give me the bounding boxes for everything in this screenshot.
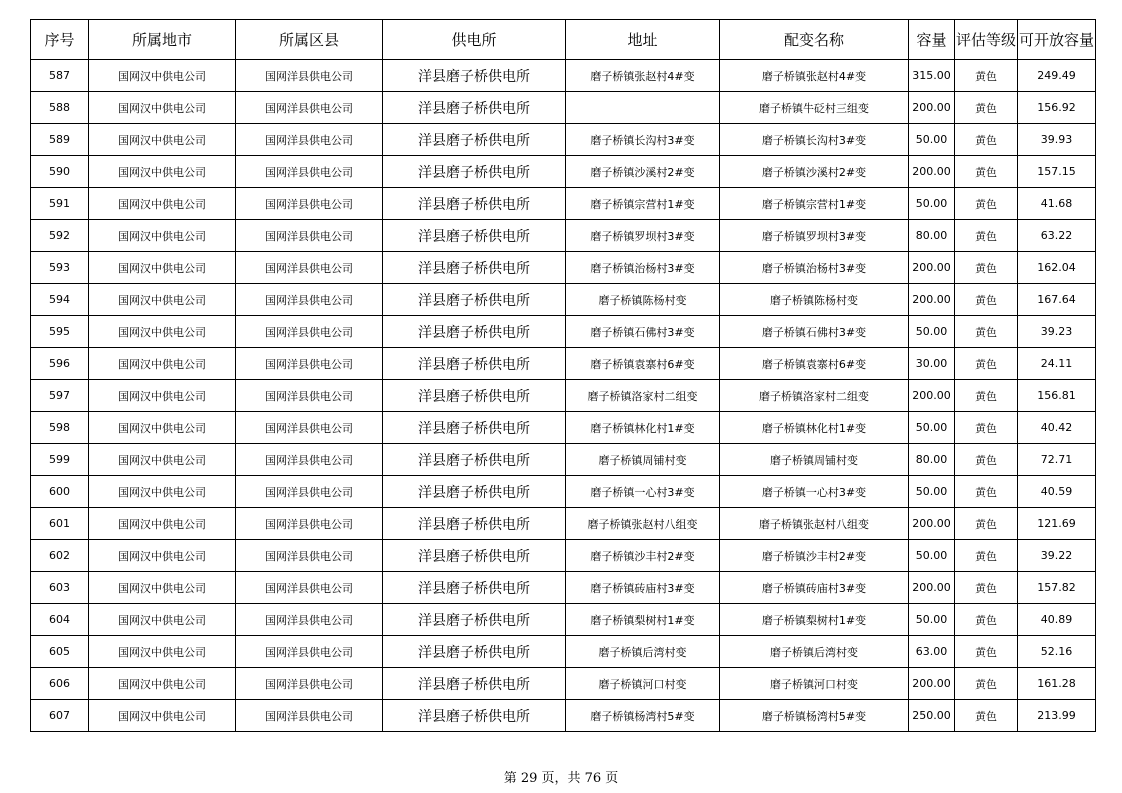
cell-rating: 黄色 (955, 668, 1018, 700)
cell-county: 国网洋县供电公司 (236, 444, 383, 476)
cell-city: 国网汉中供电公司 (89, 316, 236, 348)
cell-capacity: 200.00 (909, 252, 955, 284)
cell-rating: 黄色 (955, 700, 1018, 732)
cell-seq: 587 (31, 60, 89, 92)
cell-seq: 595 (31, 316, 89, 348)
header-transformer-name: 配变名称 (720, 20, 909, 60)
cell-county: 国网洋县供电公司 (236, 380, 383, 412)
cell-rating: 黄色 (955, 156, 1018, 188)
cell-capacity: 63.00 (909, 636, 955, 668)
table-row (31, 60, 1096, 92)
cell-capacity: 200.00 (909, 156, 955, 188)
cell-transformer-name: 磨子桥镇治杨村3#变 (720, 252, 909, 284)
header-capacity: 容量 (909, 20, 955, 60)
cell-transformer-name: 磨子桥镇宗营村1#变 (720, 188, 909, 220)
cell-county: 国网洋县供电公司 (236, 124, 383, 156)
cell-open-capacity: 121.69 (1018, 508, 1096, 540)
cell-rating: 黄色 (955, 444, 1018, 476)
cell-address: 磨子桥镇张赵村4#变 (566, 60, 720, 92)
cell-county: 国网洋县供电公司 (236, 284, 383, 316)
cell-station: 洋县磨子桥供电所 (383, 412, 566, 444)
table-row (31, 156, 1096, 188)
cell-county: 国网洋县供电公司 (236, 316, 383, 348)
cell-capacity: 80.00 (909, 444, 955, 476)
cell-open-capacity: 249.49 (1018, 60, 1096, 92)
cell-city: 国网汉中供电公司 (89, 60, 236, 92)
header-station: 供电所 (383, 20, 566, 60)
cell-city: 国网汉中供电公司 (89, 348, 236, 380)
cell-address: 磨子桥镇一心村3#变 (566, 476, 720, 508)
cell-city: 国网汉中供电公司 (89, 92, 236, 124)
cell-capacity: 200.00 (909, 284, 955, 316)
data-table (30, 19, 1096, 732)
cell-transformer-name: 磨子桥镇罗坝村3#变 (720, 220, 909, 252)
cell-rating: 黄色 (955, 252, 1018, 284)
cell-rating: 黄色 (955, 284, 1018, 316)
cell-transformer-name: 磨子桥镇杨湾村5#变 (720, 700, 909, 732)
cell-seq: 590 (31, 156, 89, 188)
header-seq: 序号 (31, 20, 89, 60)
cell-capacity: 315.00 (909, 60, 955, 92)
cell-city: 国网汉中供电公司 (89, 156, 236, 188)
cell-capacity: 50.00 (909, 540, 955, 572)
cell-transformer-name: 磨子桥镇袁寨村6#变 (720, 348, 909, 380)
cell-station: 洋县磨子桥供电所 (383, 220, 566, 252)
cell-seq: 597 (31, 380, 89, 412)
cell-seq: 600 (31, 476, 89, 508)
cell-transformer-name: 磨子桥镇张赵村八组变 (720, 508, 909, 540)
cell-rating: 黄色 (955, 412, 1018, 444)
cell-station: 洋县磨子桥供电所 (383, 444, 566, 476)
table-row (31, 220, 1096, 252)
cell-address: 磨子桥镇沙溪村2#变 (566, 156, 720, 188)
cell-address: 磨子桥镇治杨村3#变 (566, 252, 720, 284)
cell-station: 洋县磨子桥供电所 (383, 572, 566, 604)
cell-open-capacity: 63.22 (1018, 220, 1096, 252)
cell-rating: 黄色 (955, 92, 1018, 124)
table-row (31, 444, 1096, 476)
cell-open-capacity: 39.93 (1018, 124, 1096, 156)
cell-county: 国网洋县供电公司 (236, 252, 383, 284)
cell-transformer-name: 磨子桥镇一心村3#变 (720, 476, 909, 508)
cell-county: 国网洋县供电公司 (236, 348, 383, 380)
cell-open-capacity: 39.23 (1018, 316, 1096, 348)
table-row (31, 92, 1096, 124)
cell-capacity: 50.00 (909, 188, 955, 220)
table-row (31, 636, 1096, 668)
cell-address: 磨子桥镇梨树村1#变 (566, 604, 720, 636)
cell-capacity: 50.00 (909, 476, 955, 508)
cell-station: 洋县磨子桥供电所 (383, 124, 566, 156)
cell-county: 国网洋县供电公司 (236, 604, 383, 636)
cell-capacity: 50.00 (909, 316, 955, 348)
table-row (31, 700, 1096, 732)
cell-open-capacity: 162.04 (1018, 252, 1096, 284)
cell-station: 洋县磨子桥供电所 (383, 92, 566, 124)
cell-open-capacity: 39.22 (1018, 540, 1096, 572)
cell-seq: 603 (31, 572, 89, 604)
cell-rating: 黄色 (955, 540, 1018, 572)
cell-station: 洋县磨子桥供电所 (383, 348, 566, 380)
cell-rating: 黄色 (955, 316, 1018, 348)
cell-rating: 黄色 (955, 348, 1018, 380)
cell-county: 国网洋县供电公司 (236, 156, 383, 188)
cell-rating: 黄色 (955, 572, 1018, 604)
cell-open-capacity: 157.15 (1018, 156, 1096, 188)
cell-seq: 599 (31, 444, 89, 476)
cell-address: 磨子桥镇沙丰村2#变 (566, 540, 720, 572)
table-row (31, 476, 1096, 508)
cell-city: 国网汉中供电公司 (89, 188, 236, 220)
header-rating: 评估等级 (955, 20, 1018, 60)
cell-station: 洋县磨子桥供电所 (383, 508, 566, 540)
cell-address: 磨子桥镇杨湾村5#变 (566, 700, 720, 732)
page-number: 第 29 页，共 76 页 (503, 771, 619, 786)
cell-capacity: 200.00 (909, 572, 955, 604)
cell-county: 国网洋县供电公司 (236, 636, 383, 668)
cell-transformer-name: 磨子桥镇张赵村4#变 (720, 60, 909, 92)
cell-rating: 黄色 (955, 124, 1018, 156)
table-row (31, 572, 1096, 604)
cell-open-capacity: 156.92 (1018, 92, 1096, 124)
cell-address: 磨子桥镇石佛村3#变 (566, 316, 720, 348)
cell-capacity: 30.00 (909, 348, 955, 380)
table-row (31, 412, 1096, 444)
cell-address: 磨子桥镇罗坝村3#变 (566, 220, 720, 252)
cell-transformer-name: 磨子桥镇梨树村1#变 (720, 604, 909, 636)
cell-address: 磨子桥镇长沟村3#变 (566, 124, 720, 156)
cell-address: 磨子桥镇袁寨村6#变 (566, 348, 720, 380)
cell-city: 国网汉中供电公司 (89, 700, 236, 732)
cell-seq: 602 (31, 540, 89, 572)
cell-station: 洋县磨子桥供电所 (383, 60, 566, 92)
cell-station: 洋县磨子桥供电所 (383, 636, 566, 668)
cell-city: 国网汉中供电公司 (89, 412, 236, 444)
cell-city: 国网汉中供电公司 (89, 284, 236, 316)
cell-seq: 598 (31, 412, 89, 444)
cell-station: 洋县磨子桥供电所 (383, 316, 566, 348)
header-open-capacity: 可开放容量 (1018, 20, 1096, 60)
cell-address: 磨子桥镇河口村变 (566, 668, 720, 700)
cell-capacity: 50.00 (909, 604, 955, 636)
cell-transformer-name: 磨子桥镇石佛村3#变 (720, 316, 909, 348)
cell-capacity: 200.00 (909, 92, 955, 124)
cell-open-capacity: 24.11 (1018, 348, 1096, 380)
cell-city: 国网汉中供电公司 (89, 668, 236, 700)
header-county: 所属区县 (236, 20, 383, 60)
header-row (31, 20, 1096, 60)
cell-transformer-name: 磨子桥镇沙溪村2#变 (720, 156, 909, 188)
cell-city: 国网汉中供电公司 (89, 636, 236, 668)
cell-open-capacity: 41.68 (1018, 188, 1096, 220)
table-row (31, 188, 1096, 220)
cell-address: 磨子桥镇砖庙村3#变 (566, 572, 720, 604)
cell-seq: 596 (31, 348, 89, 380)
cell-transformer-name: 磨子桥镇牛砭村三组变 (720, 92, 909, 124)
cell-rating: 黄色 (955, 188, 1018, 220)
cell-station: 洋县磨子桥供电所 (383, 156, 566, 188)
table-row (31, 124, 1096, 156)
cell-station: 洋县磨子桥供电所 (383, 604, 566, 636)
cell-county: 国网洋县供电公司 (236, 572, 383, 604)
cell-city: 国网汉中供电公司 (89, 124, 236, 156)
cell-county: 国网洋县供电公司 (236, 92, 383, 124)
cell-rating: 黄色 (955, 380, 1018, 412)
cell-address: 磨子桥镇陈杨村变 (566, 284, 720, 316)
cell-capacity: 200.00 (909, 668, 955, 700)
cell-rating: 黄色 (955, 636, 1018, 668)
cell-open-capacity: 40.89 (1018, 604, 1096, 636)
cell-open-capacity: 40.42 (1018, 412, 1096, 444)
cell-open-capacity: 156.81 (1018, 380, 1096, 412)
cell-seq: 604 (31, 604, 89, 636)
table-row (31, 380, 1096, 412)
cell-open-capacity: 72.71 (1018, 444, 1096, 476)
table-row (31, 284, 1096, 316)
cell-transformer-name: 磨子桥镇河口村变 (720, 668, 909, 700)
cell-transformer-name: 磨子桥镇洛家村二组变 (720, 380, 909, 412)
cell-county: 国网洋县供电公司 (236, 668, 383, 700)
table-row (31, 604, 1096, 636)
cell-transformer-name: 磨子桥镇后湾村变 (720, 636, 909, 668)
cell-city: 国网汉中供电公司 (89, 604, 236, 636)
cell-city: 国网汉中供电公司 (89, 476, 236, 508)
cell-seq: 592 (31, 220, 89, 252)
cell-city: 国网汉中供电公司 (89, 252, 236, 284)
cell-capacity: 50.00 (909, 412, 955, 444)
cell-city: 国网汉中供电公司 (89, 540, 236, 572)
cell-station: 洋县磨子桥供电所 (383, 540, 566, 572)
table-row (31, 348, 1096, 380)
cell-station: 洋县磨子桥供电所 (383, 188, 566, 220)
cell-city: 国网汉中供电公司 (89, 220, 236, 252)
cell-county: 国网洋县供电公司 (236, 700, 383, 732)
cell-seq: 593 (31, 252, 89, 284)
cell-station: 洋县磨子桥供电所 (383, 476, 566, 508)
cell-county: 国网洋县供电公司 (236, 508, 383, 540)
cell-transformer-name: 磨子桥镇砖庙村3#变 (720, 572, 909, 604)
cell-county: 国网洋县供电公司 (236, 60, 383, 92)
cell-capacity: 50.00 (909, 124, 955, 156)
cell-seq: 594 (31, 284, 89, 316)
cell-station: 洋县磨子桥供电所 (383, 252, 566, 284)
cell-seq: 588 (31, 92, 89, 124)
cell-address: 磨子桥镇张赵村八组变 (566, 508, 720, 540)
cell-seq: 605 (31, 636, 89, 668)
cell-county: 国网洋县供电公司 (236, 540, 383, 572)
cell-city: 国网汉中供电公司 (89, 444, 236, 476)
header-address: 地址 (566, 20, 720, 60)
cell-address: 磨子桥镇后湾村变 (566, 636, 720, 668)
cell-address: 磨子桥镇洛家村二组变 (566, 380, 720, 412)
cell-city: 国网汉中供电公司 (89, 572, 236, 604)
cell-transformer-name: 磨子桥镇沙丰村2#变 (720, 540, 909, 572)
cell-seq: 606 (31, 668, 89, 700)
cell-seq: 589 (31, 124, 89, 156)
cell-rating: 黄色 (955, 604, 1018, 636)
cell-capacity: 80.00 (909, 220, 955, 252)
cell-rating: 黄色 (955, 476, 1018, 508)
cell-city: 国网汉中供电公司 (89, 380, 236, 412)
table-row (31, 540, 1096, 572)
cell-address: 磨子桥镇林化村1#变 (566, 412, 720, 444)
cell-station: 洋县磨子桥供电所 (383, 284, 566, 316)
cell-capacity: 200.00 (909, 380, 955, 412)
table-body (31, 60, 1096, 732)
cell-station: 洋县磨子桥供电所 (383, 380, 566, 412)
table-row (31, 252, 1096, 284)
cell-seq: 607 (31, 700, 89, 732)
cell-transformer-name: 磨子桥镇长沟村3#变 (720, 124, 909, 156)
cell-station: 洋县磨子桥供电所 (383, 668, 566, 700)
cell-capacity: 200.00 (909, 508, 955, 540)
cell-address: 磨子桥镇周铺村变 (566, 444, 720, 476)
cell-address (566, 92, 720, 124)
table-row (31, 668, 1096, 700)
table-row (31, 508, 1096, 540)
cell-seq: 601 (31, 508, 89, 540)
cell-address: 磨子桥镇宗营村1#变 (566, 188, 720, 220)
cell-open-capacity: 161.28 (1018, 668, 1096, 700)
table-row (31, 316, 1096, 348)
cell-capacity: 250.00 (909, 700, 955, 732)
cell-county: 国网洋县供电公司 (236, 412, 383, 444)
cell-county: 国网洋县供电公司 (236, 220, 383, 252)
cell-county: 国网洋县供电公司 (236, 188, 383, 220)
cell-transformer-name: 磨子桥镇周铺村变 (720, 444, 909, 476)
cell-open-capacity: 52.16 (1018, 636, 1096, 668)
cell-open-capacity: 167.64 (1018, 284, 1096, 316)
cell-transformer-name: 磨子桥镇陈杨村变 (720, 284, 909, 316)
cell-rating: 黄色 (955, 220, 1018, 252)
cell-rating: 黄色 (955, 508, 1018, 540)
header-city: 所属地市 (89, 20, 236, 60)
cell-open-capacity: 40.59 (1018, 476, 1096, 508)
cell-rating: 黄色 (955, 60, 1018, 92)
cell-open-capacity: 157.82 (1018, 572, 1096, 604)
cell-station: 洋县磨子桥供电所 (383, 700, 566, 732)
cell-open-capacity: 213.99 (1018, 700, 1096, 732)
cell-transformer-name: 磨子桥镇林化村1#变 (720, 412, 909, 444)
cell-city: 国网汉中供电公司 (89, 508, 236, 540)
cell-seq: 591 (31, 188, 89, 220)
cell-county: 国网洋县供电公司 (236, 476, 383, 508)
